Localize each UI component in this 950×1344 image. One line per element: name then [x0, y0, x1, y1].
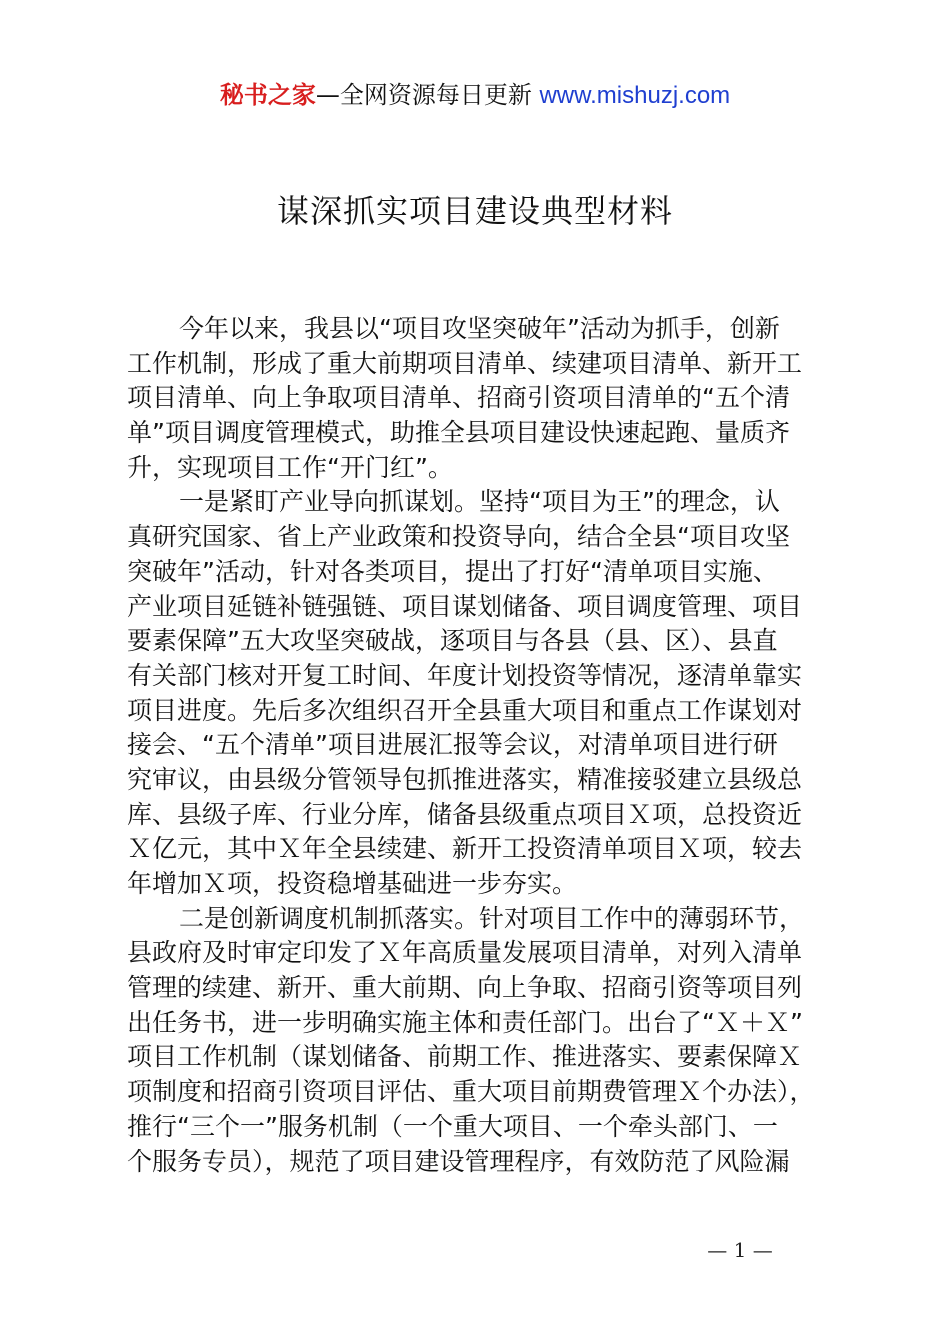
body-line: 有关部门核对开复工时间、年度计划投资等情况，逐清单靠实: [127, 660, 803, 690]
body-line: 接会、“五个清单”项目进展汇报等会议，对清单项目进行研: [127, 730, 778, 760]
body-line: 工作机制，形成了重大前期项目清单、续建项目清单、新开工: [127, 348, 803, 378]
body-line: 真研究国家、省上产业政策和投资导向，结合全县“项目攻坚: [127, 522, 790, 552]
body-line: 年增加Ｘ项，投资稳增基础进一步夯实。: [127, 869, 578, 898]
body-line: 一是紧盯产业导向抓谋划。坚持“项目为王”的理念，认: [179, 487, 780, 517]
body-line: 项目清单、向上争取项目清单、招商引资项目清单的“五个清: [127, 383, 790, 413]
document-title: 谋深抓实项目建设典型材料: [276, 192, 673, 230]
body-line: 出任务书，进一步明确实施主体和责任部门。出台了“Ｘ＋Ｘ”: [127, 1007, 803, 1037]
body-line: 升，实现项目工作“开门红”。: [127, 452, 453, 482]
body-line: 管理的续建、新开、重大前期、向上争取、招商引资等项目列: [127, 973, 803, 1003]
body-line: 个服务专员），规范了项目建设管理程序，有效防范了风险漏: [127, 1146, 790, 1176]
brand-name: 秘书之家: [219, 81, 316, 109]
body-line: 县政府及时审定印发了Ｘ年高质量发展项目清单，对列入清单: [127, 938, 803, 968]
body-line: 项目进度。先后多次组织召开全县重大项目和重点工作谋划对: [127, 695, 803, 725]
body-line: 产业项目延链补链强链、项目谋划储备、项目调度管理、项目: [127, 591, 803, 621]
document-body: [127, 312, 833, 1179]
page-number: — 1 —: [707, 1238, 773, 1262]
banner-slogan: —全网资源每日更新: [315, 81, 532, 109]
body-line: 项制度和招商引资项目评估、重大项目前期费管理Ｘ个办法），: [127, 1077, 815, 1107]
body-line: 库、县级子库、行业分库，储备县级重点项目Ｘ项，总投资近: [127, 799, 803, 829]
body-line: 单”项目调度管理模式，助推全县项目建设快速起跑、量质齐: [127, 418, 790, 448]
site-banner: [0, 78, 950, 113]
site-url-link[interactable]: www.mishuzj.com: [539, 82, 731, 109]
body-line: 推行“三个一”服务机制（一个重大项目、一个牵头部门、一: [127, 1111, 778, 1141]
body-line: 今年以来，我县以“项目攻坚突破年”活动为抓手，创新: [179, 314, 780, 343]
body-line: 项目工作机制（谋划储备、前期工作、推进落实、要素保障Ｘ: [127, 1042, 803, 1072]
body-line: 要素保障”五大攻坚突破战，逐项目与各县（县、区）、县直: [127, 626, 778, 656]
body-line: Ｘ亿元，其中Ｘ年全县续建、新开工投资清单项目Ｘ项，较去: [127, 834, 803, 864]
body-line: 二是创新调度机制抓落实。针对项目工作中的薄弱环节，: [179, 903, 805, 933]
body-line: 突破年”活动，针对各类项目，提出了打好“清单项目实施、: [127, 556, 778, 586]
body-line: 究审议，由县级分管领导包抓推进落实，精准接驳建立县级总: [127, 764, 803, 794]
